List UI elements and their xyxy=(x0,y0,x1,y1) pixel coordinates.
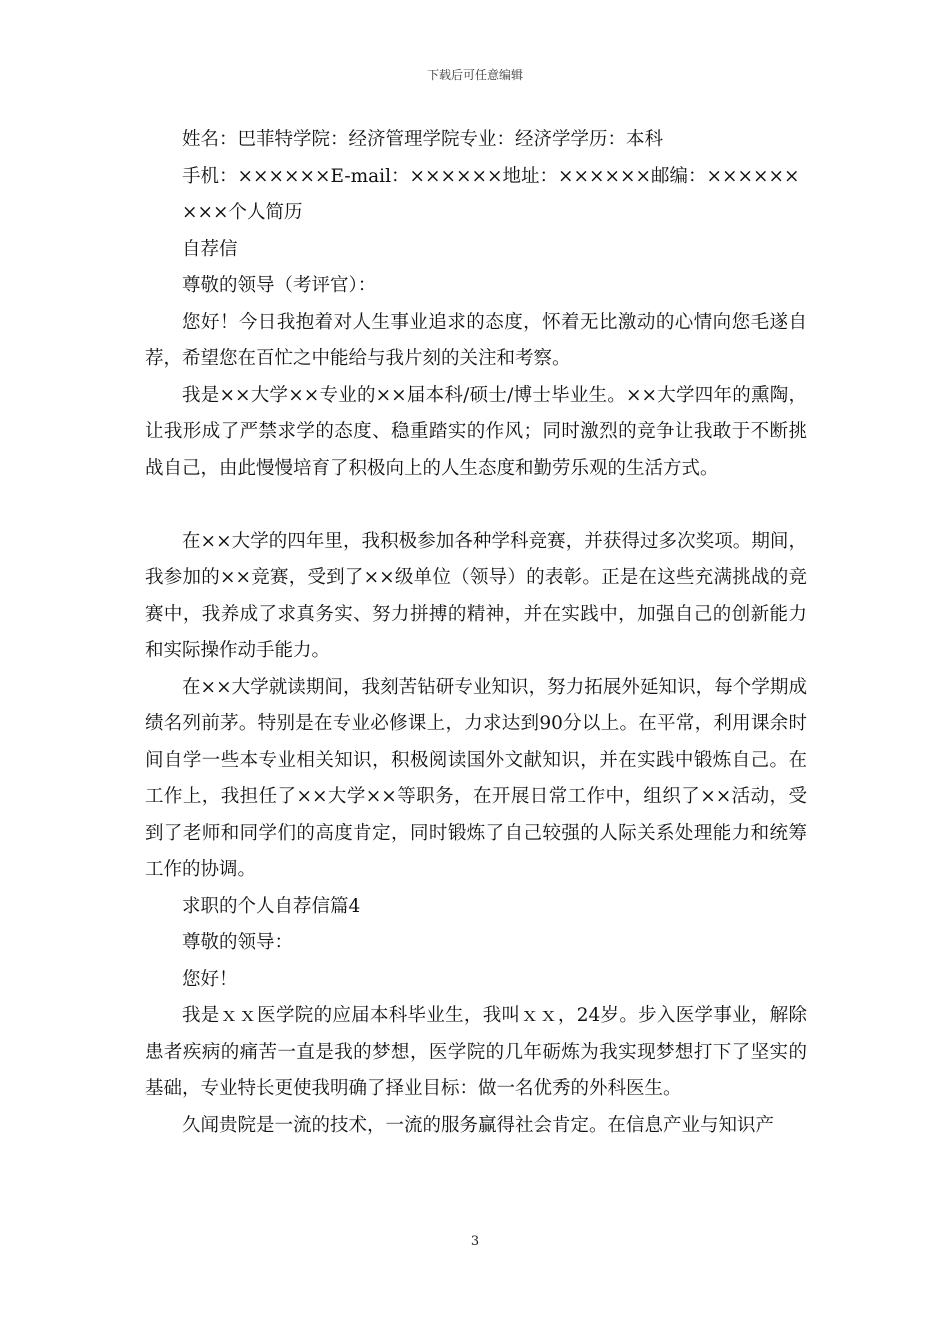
resume-contact-info: 手机：××××××E-mail：××××××地址：××××××邮编：×××××× xyxy=(182,165,800,187)
header-note: 下载后可任意编辑 xyxy=(426,68,523,82)
letter-paragraph: 在××大学的四年里，我积极参加各种学科竞赛，并获得过多次奖项。期间，我参加的××竞赛，受到了××级单位（领导）的表彰。正是在这些充满挑战的竞赛中，我养成了求真务实、努力拼搏的精神，并在实践中，加强自己的创新能力和实际操作动手能力。 xyxy=(145,530,807,661)
letter-paragraph: 久闻贵院是一流的技术，一流的服务赢得社会肯定。在信息产业与知识产 xyxy=(182,1114,775,1136)
letter-paragraph: 在××大学就读期间，我刻苦钻研专业知识，努力拓展外延知识，每个学期成绩名列前茅。特别是在专业必修课上，力求达到90分以上。在平常，利用课余时间自学一些本专业相关知识，积极阅读国外文献知识，并在实践中锻炼自己。在工作上，我担任了××大学××等职务，在开展日常工作中，组织了××活动，受到了老师和同学们的高度肯定，同时锻炼了自己较强的人际关系处理能力和统筹工作的协调。 xyxy=(145,676,807,880)
resume-title: ×××个人简历 xyxy=(182,202,303,223)
paragraph-spacer xyxy=(145,487,807,524)
letter-paragraph: 我是ｘｘ医学院的应届本科毕业生，我叫ｘｘ，24岁。步入医学事业，解除患者疾病的痛苦一直是我的梦想，医学院的几年砺炼为我实现梦想打下了坚实的基础，专业特长更使我明确了择业目标：做一名优秀的外科医生。 xyxy=(145,1005,807,1099)
letter-salutation: 尊敬的领导： xyxy=(182,932,294,953)
resume-basic-info: 姓名：巴菲特学院：经济管理学院专业：经济学学历：本科 xyxy=(182,129,664,150)
letter-heading: 自荐信 xyxy=(182,238,238,260)
page-number: 3 xyxy=(470,1234,480,1249)
letter-paragraph: 您好！今日我抱着对人生事业追求的态度，怀着无比激动的心情向您毛遂自荐，希望您在百忙之中能给与我片刻的关注和考察。 xyxy=(145,311,807,369)
letter-salutation: 尊敬的领导（考评官）： xyxy=(182,275,377,296)
section-heading: 求职的个人自荐信篇4 xyxy=(182,895,361,917)
letter-greeting: 您好！ xyxy=(182,968,238,990)
document-body xyxy=(145,122,807,1144)
letter-paragraph: 我是××大学××专业的××届本科/硕士/博士毕业生。××大学四年的熏陶，让我形成了严禁求学的态度、稳重踏实的作风；同时激烈的竞争让我敢于不断挑战自己，由此慢慢培育了积极向上的人生态度和勤劳乐观的生活方式。 xyxy=(145,384,807,479)
